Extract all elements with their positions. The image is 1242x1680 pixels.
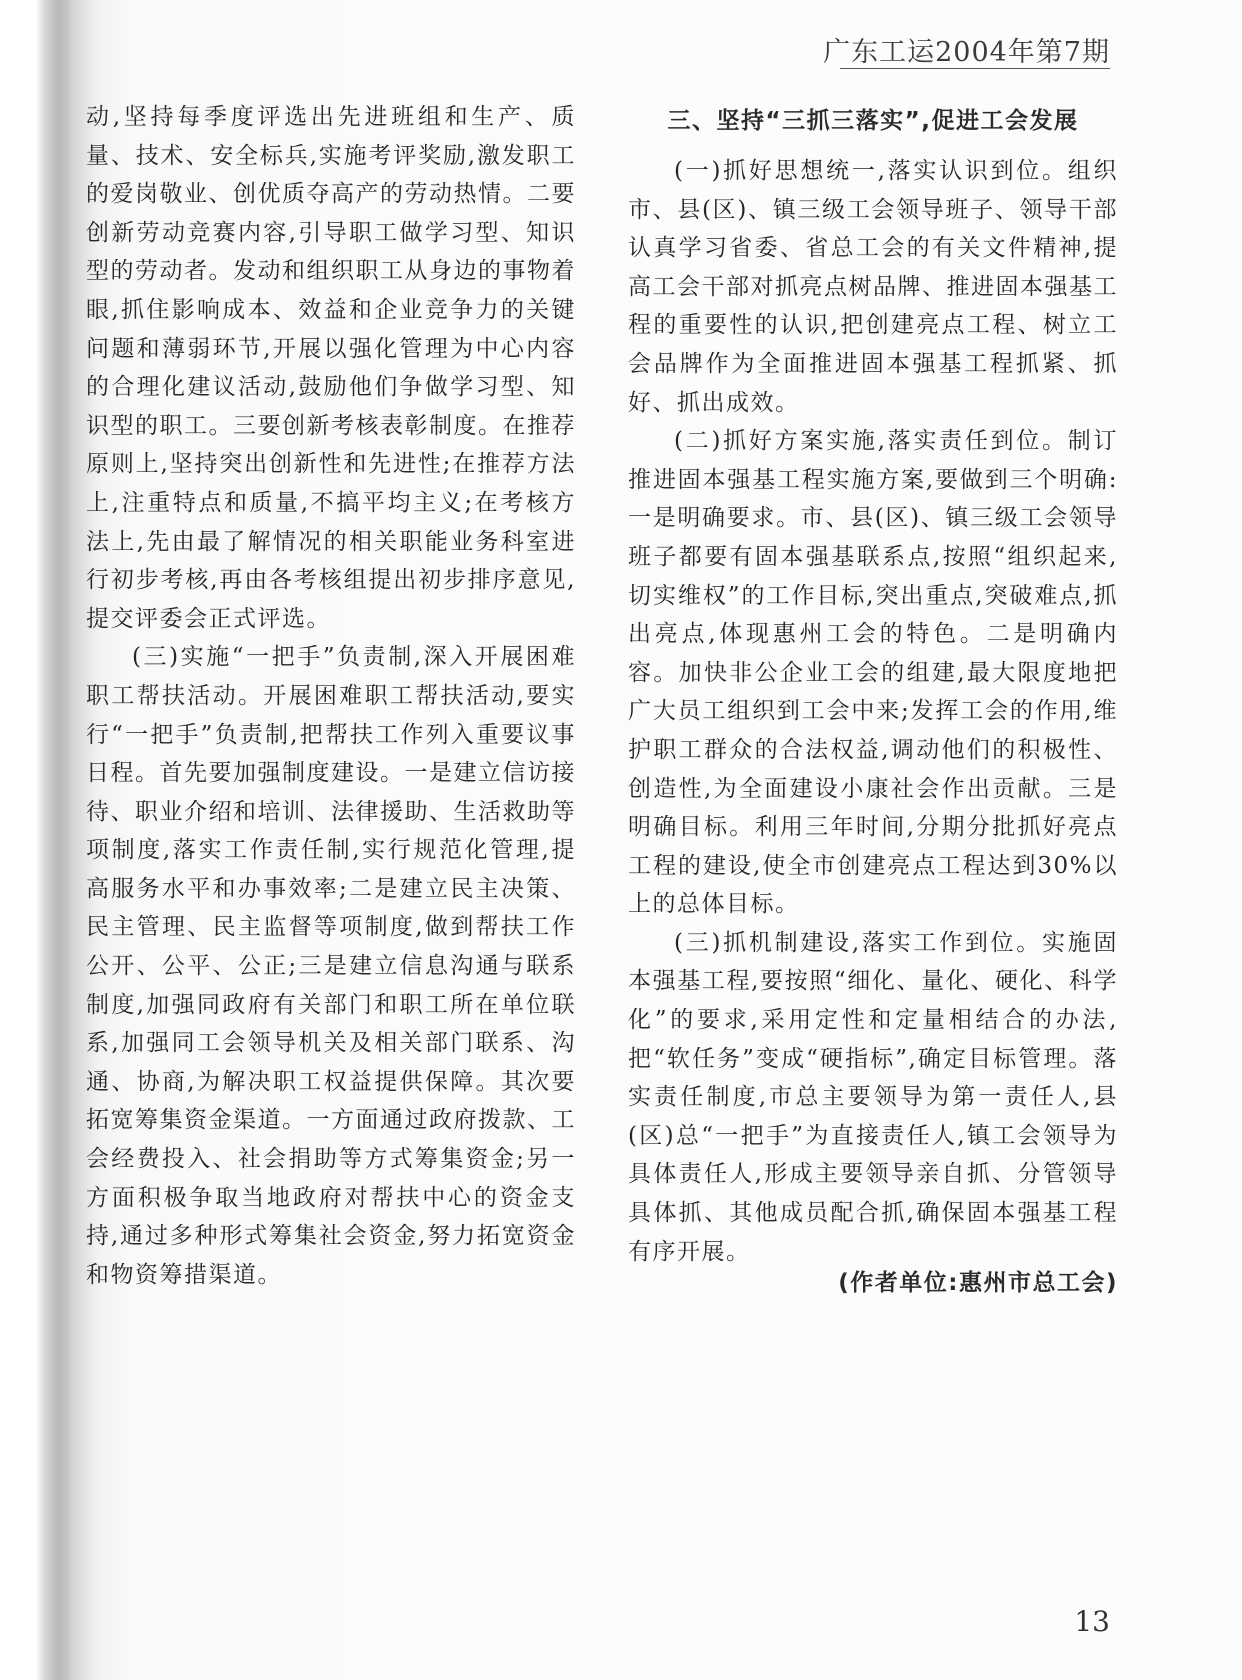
- running-header: [823, 24, 1110, 69]
- author-affiliation: (作者单位:惠州市总工会): [838, 1270, 1118, 1296]
- section-heading: 三、坚持“三抓三落实”,促进工会发展: [667, 108, 1079, 134]
- right-paragraph-3: (三)抓机制建设,落实工作到位。实施固本强基工程,要按照“细化、量化、硬化、科学化”的要求,采用定性和定量相结合的办法,把“软任务”变成“硬指标”,确定目标管理。落实责任制度,市总主要领导为第一责任人,县(区)总“一把手”为直接责任人,镇工会领导为具体责任人,形成主要领导亲自抓、分管领导具体抓、其他成员配合抓,确保固本强基工程有序开展。: [628, 929, 1118, 1265]
- left-paragraph-1: 动,坚持每季度评选出先进班组和生产、质量、技术、安全标兵,实施考评奖励,激发职工的爱岗敬业、创优质夺高产的劳动热情。二要创新劳动竞赛内容,引导职工做学习型、知识型的劳动者。发动和组织职工从身边的事物着眼,抓住影响成本、效益和企业竞争力的关键问题和薄弱环节,开展以强化管理为中心内容的合理化建议活动,鼓励他们争做学习型、知识型的职工。三要创新考核表彰制度。在推荐原则上,坚持突出创新性和先进性;在推荐方法上,注重特点和质量,不搞平均主义;在考核方法上,先由最了解情况的相关职能业务科室进行初步考核,再由各考核组提出初步排序意见,提交评委会正式评选。: [86, 104, 576, 632]
- page-gutter-shadow: [0, 0, 70, 1680]
- left-paragraph-2: (三)实施“一把手”负责制,深入开展困难职工帮扶活动。开展困难职工帮扶活动,要实行“一把手”负责制,把帮扶工作列入重要议事日程。首先要加强制度建设。一是建立信访接待、职业介绍和培训、法律援助、生活救助等项制度,落实工作责任制,实行规范化管理,提高服务水平和办事效率;二是建立民主决策、民主管理、民主监督等项制度,做到帮扶工作公开、公平、公正;三是建立信息沟通与联系制度,加强同政府有关部门和职工所在单位联系,加强同工会领导机关及相关部门联系、沟通、协商,为解决职工权益提供保障。其次要拓宽筹集资金渠道。一方面通过政府拨款、工会经费投入、社会捐助等方式筹集资金;另一方面积极争取当地政府对帮扶中心的资金支持,通过多种形式筹集社会资金,努力拓宽资金和物资筹措渠道。: [86, 644, 576, 1288]
- page-number: 13: [1074, 1605, 1110, 1638]
- right-paragraph-1: (一)抓好思想统一,落实认识到位。组织市、县(区)、镇三级工会领导班子、领导干部认真学习省委、省总工会的有关文件精神,提高工会干部对抓亮点树品牌、推进固本强基工程的重要性的认识,把创建亮点工程、树立工会品牌作为全面推进固本强基工程抓紧、抓好、抓出成效。: [628, 158, 1118, 416]
- right-paragraph-2: (二)抓好方案实施,落实责任到位。制订推进固本强基工程实施方案,要做到三个明确:一是明确要求。市、县(区)、镇三级工会领导班子都要有固本强基联系点,按照“组织起来,切实维权”的工作目标,突出重点,突破难点,抓出亮点,体现惠州工会的特色。二是明确内容。加快非公企业工会的组建,最大限度地把广大员工组织到工会中来;发挥工会的作用,维护职工群众的合法权益,调动他们的积极性、创造性,为全面建设小康社会作出贡献。三是明确目标。利用三年时间,分期分批抓好亮点工程的建设,使全市创建亮点工程达到30%以上的总体目标。: [628, 428, 1118, 918]
- right-text-column: [628, 152, 1118, 1271]
- left-text-column: [86, 98, 576, 1294]
- running-header-title: 广东工运2004年第7期: [823, 37, 1110, 68]
